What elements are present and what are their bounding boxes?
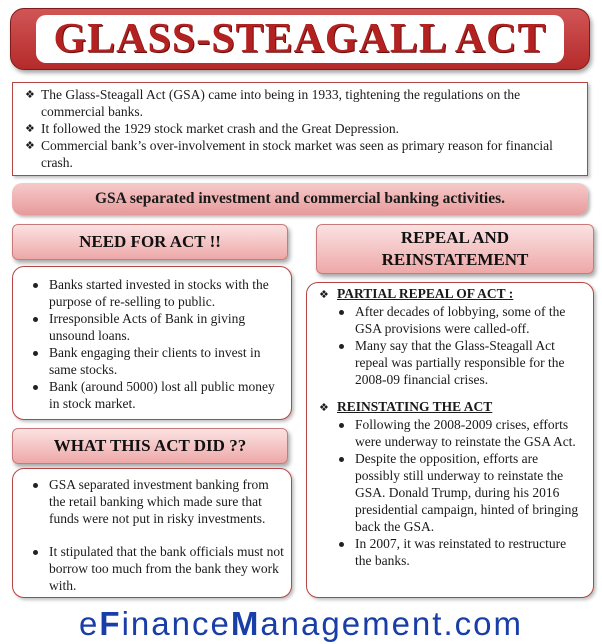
partial-repeal-list bbox=[319, 303, 585, 388]
what-list bbox=[31, 476, 285, 594]
repeal-heading bbox=[316, 224, 594, 274]
reinstating-list bbox=[319, 416, 585, 569]
list-item: Bank engaging their clients to invest in same stocks. bbox=[31, 344, 285, 378]
intro-item: ❖ The Glass-Steagall Act (GSA) came into being in 1933, tightening the regulations on the commercial banks. bbox=[25, 87, 521, 119]
diamond-bullet-icon: ❖ bbox=[25, 122, 35, 135]
reinstating-heading: ❖ REINSTATING THE ACT bbox=[319, 398, 585, 416]
diamond-bullet-icon: ❖ bbox=[25, 88, 35, 101]
page-title: GLASS-STEAGALL ACT bbox=[36, 15, 564, 63]
intro-item: ❖ It followed the 1929 stock market crash and the Great Depression. bbox=[25, 121, 400, 136]
list-item: Despite the opposition, efforts are possibly still underway to reinstate the GSA. Donald Trump, during his 2016 presidential campaign, hinted of bringing back the GSA. bbox=[337, 450, 585, 535]
list-item: Following the 2008-2009 crises, efforts were underway to reinstate the GSA Act. bbox=[337, 416, 585, 450]
repeal-card bbox=[306, 282, 594, 598]
need-for-act-heading: NEED FOR ACT !! bbox=[12, 224, 288, 260]
partial-repeal-heading: ❖ PARTIAL REPEAL OF ACT : bbox=[319, 285, 585, 303]
list-item: In 2007, it was reinstated to restructure the banks. bbox=[337, 535, 585, 569]
repeal-heading-line2: REINSTATEMENT bbox=[381, 250, 529, 269]
list-item: Banks started invested in stocks with the purpose of re-selling to public. bbox=[31, 276, 285, 310]
what-act-did-card bbox=[12, 468, 292, 598]
list-item: Irresponsible Acts of Bank in giving unsound loans. bbox=[31, 310, 285, 344]
need-for-act-card bbox=[12, 266, 292, 420]
list-item: Many say that the Glass-Steagall Act repeal was partially responsible for the 2008-09 financial crises. bbox=[337, 337, 585, 388]
diamond-bullet-icon: ❖ bbox=[319, 401, 329, 414]
list-item: Bank (around 5000) lost all public money in stock market. bbox=[31, 378, 285, 412]
diamond-bullet-icon: ❖ bbox=[25, 139, 35, 152]
intro-box bbox=[12, 82, 588, 176]
title-banner bbox=[10, 8, 590, 70]
list-item: After decades of lobbying, some of the GSA provisions were called-off. bbox=[337, 303, 585, 337]
intro-list bbox=[25, 86, 577, 171]
need-list bbox=[31, 276, 285, 412]
summary-banner: GSA separated investment and commercial banking activities. bbox=[12, 183, 588, 215]
diamond-bullet-icon: ❖ bbox=[319, 288, 329, 301]
list-item: GSA separated investment banking from the retail banking which made sure that funds were not put in risky investments. bbox=[31, 476, 285, 527]
intro-item: ❖ Commercial bank’s over-involvement in stock market was seen as primary reason for financial crash. bbox=[25, 138, 553, 170]
list-item: It stipulated that the bank officials must not borrow too much from the bank they work with. bbox=[31, 543, 285, 594]
repeal-heading-line1: REPEAL AND bbox=[400, 228, 510, 247]
site-logo: e F inance M anagement.com bbox=[79, 605, 523, 642]
what-act-did-heading: WHAT THIS ACT DID ?? bbox=[12, 428, 288, 464]
